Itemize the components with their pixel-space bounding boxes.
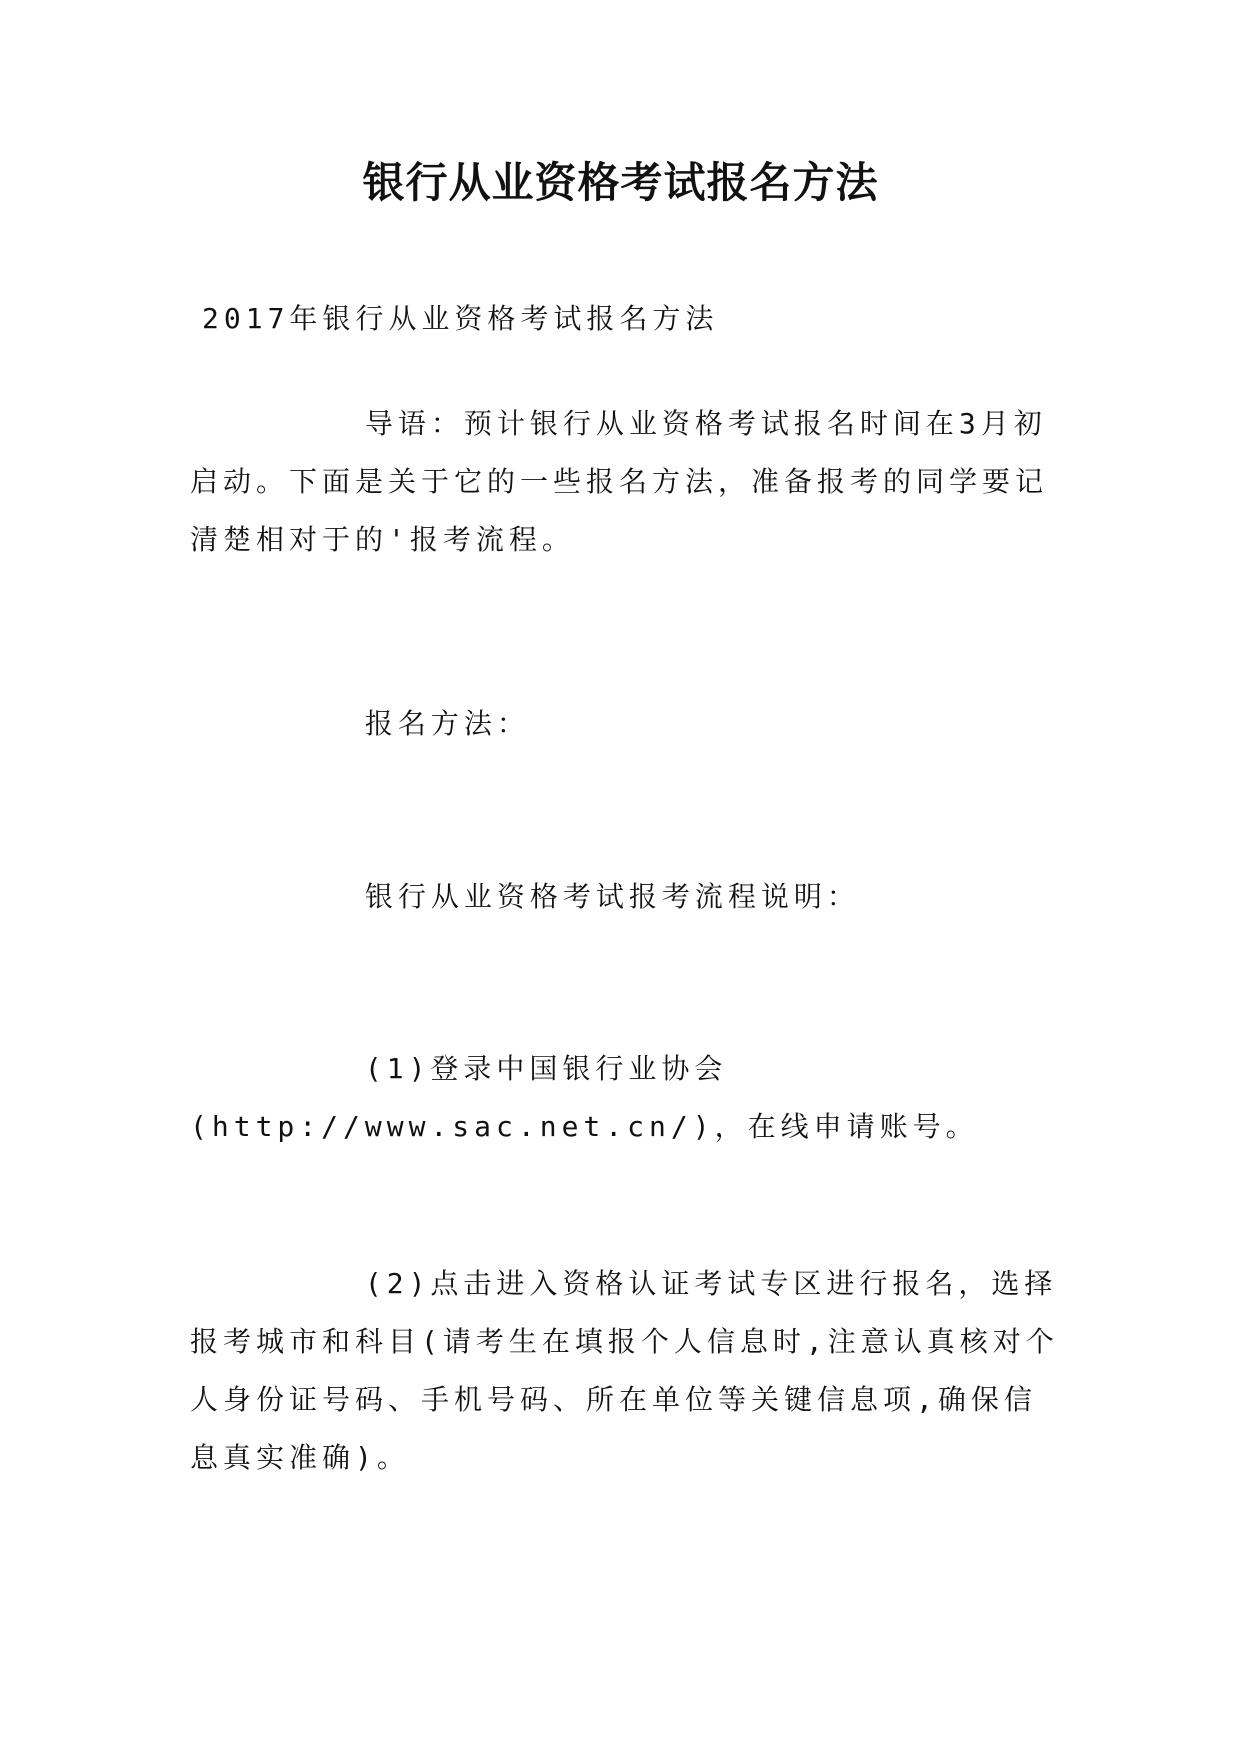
intro-paragraph: 导语：预计银行从业资格考试报名时间在3月初启动。下面是关于它的一些报名方法，准备报考的同学要记清楚相对于的'报考流程。	[190, 407, 1049, 556]
step-1-paragraph: (1)登录中国银行业协会(http://www.sac.net.cn/)，在线申请账号。	[190, 1052, 979, 1143]
document-subtitle: 2017年银行从业资格考试报名方法	[202, 302, 719, 335]
method-heading: 报名方法：	[190, 707, 530, 740]
flow-heading: 银行从业资格考试报考流程说明：	[190, 880, 860, 913]
step-2-paragraph: (2)点击进入资格认证考试专区进行报名，选择报考城市和科目(请考生在填报个人信息时,注意认真核对个人身份证号码、手机号码、所在单位等关键信息项,确保信息真实准确)。	[190, 1267, 1059, 1474]
document-title: 银行从业资格考试报名方法	[362, 158, 879, 207]
